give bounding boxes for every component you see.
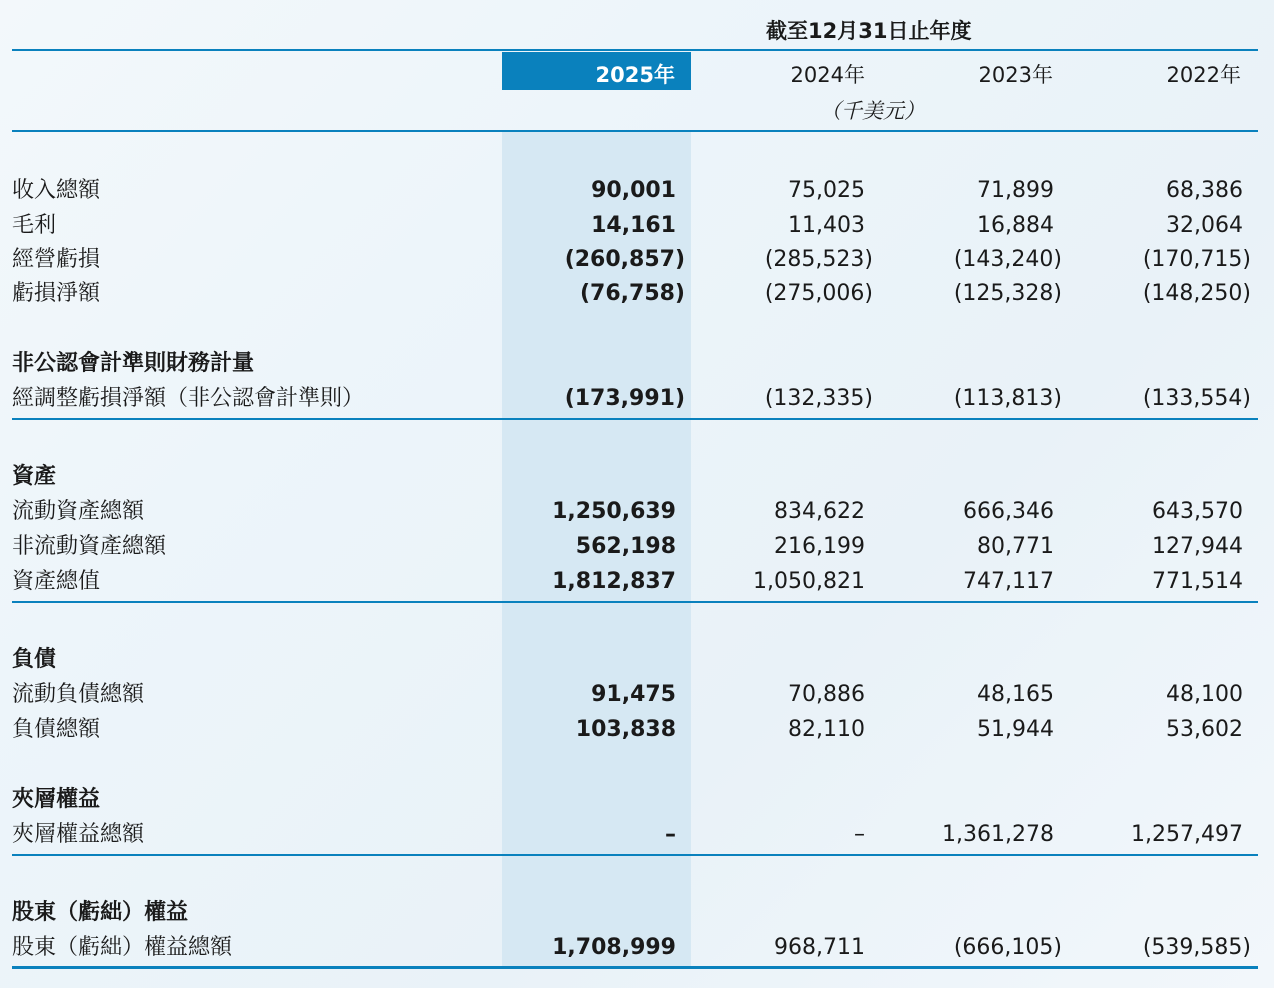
row-label-total-current-assets: 流動資產總額 <box>12 499 145 524</box>
row-label-total-non-current-assets: 非流動資產總額 <box>12 534 167 559</box>
cell-total-assets-2024: 1,050,821 <box>753 569 865 594</box>
cell-total-mezzanine-equity-2022: 1,257,497 <box>1131 822 1243 847</box>
cell-total-revenue-2024: 75,025 <box>788 178 865 203</box>
cell-total-revenue-2022: 68,386 <box>1166 178 1243 203</box>
cell-net-loss-2022: (148,250) <box>1142 281 1251 306</box>
cell-net-loss-2024: (275,006) <box>764 281 873 306</box>
cell-gross-profit-2023: 16,884 <box>977 213 1054 238</box>
cell-total-assets-2023: 747,117 <box>963 569 1054 594</box>
cell-adjusted-net-loss-2025: (173,991) <box>564 386 685 411</box>
cell-total-non-current-assets-2023: 80,771 <box>977 534 1054 559</box>
row-label-operating-loss: 經營虧損 <box>12 247 101 272</box>
cell-net-loss-2023: (125,328) <box>953 281 1062 306</box>
row-label-adjusted-net-loss: 經調整虧損淨額（非公認會計準則） <box>12 386 365 411</box>
cell-operating-loss-2025: (260,857) <box>564 247 685 272</box>
cell-net-loss-2025: (76,758) <box>579 281 685 306</box>
cell-total-liabilities-2025: 103,838 <box>575 717 676 742</box>
row-label-total-revenue: 收入總額 <box>12 178 101 203</box>
divider-income-section <box>12 418 1258 420</box>
cell-adjusted-net-loss-2024: (132,335) <box>764 386 873 411</box>
cell-gross-profit-2024: 11,403 <box>788 213 865 238</box>
cell-operating-loss-2024: (285,523) <box>764 247 873 272</box>
divider-assets-section <box>12 601 1258 603</box>
cell-total-assets-2022: 771,514 <box>1152 569 1243 594</box>
cell-total-assets-2025: 1,812,837 <box>552 569 676 594</box>
cell-total-current-assets-2022: 643,570 <box>1152 499 1243 524</box>
row-label-total-assets: 資產總值 <box>12 569 101 594</box>
row-label-gross-profit: 毛利 <box>12 213 57 238</box>
cell-total-current-liabilities-2023: 48,165 <box>977 682 1054 707</box>
cell-total-current-assets-2023: 666,346 <box>963 499 1054 524</box>
cell-total-mezzanine-equity-2024: – <box>854 822 865 847</box>
cell-total-current-liabilities-2022: 48,100 <box>1166 682 1243 707</box>
cell-total-equity-2024: 968,711 <box>774 935 865 960</box>
cell-total-equity-2023: (666,105) <box>953 935 1062 960</box>
section-heading-non-gaap: 非公認會計準則財務計量 <box>12 351 255 376</box>
year-header-2025: 2025年 <box>595 63 675 87</box>
row-label-total-current-liabilities: 流動負債總額 <box>12 682 145 707</box>
cell-adjusted-net-loss-2023: (113,813) <box>953 386 1062 411</box>
cell-total-mezzanine-equity-2025: – <box>665 822 676 847</box>
section-heading-liabilities: 負債 <box>12 647 57 672</box>
cell-gross-profit-2022: 32,064 <box>1166 213 1243 238</box>
cell-total-liabilities-2024: 82,110 <box>788 717 865 742</box>
divider-top <box>12 49 1258 51</box>
cell-operating-loss-2022: (170,715) <box>1142 247 1251 272</box>
cell-total-non-current-assets-2025: 562,198 <box>575 534 676 559</box>
cell-total-equity-2022: (539,585) <box>1142 935 1251 960</box>
cell-gross-profit-2025: 14,161 <box>591 213 676 238</box>
divider-mezzanine-section <box>12 854 1258 856</box>
divider-header <box>12 130 1258 132</box>
cell-adjusted-net-loss-2022: (133,554) <box>1142 386 1251 411</box>
cell-total-revenue-2025: 90,001 <box>591 178 676 203</box>
unit-label: （千美元） <box>820 99 925 123</box>
row-label-total-equity: 股東（虧絀）權益總額 <box>12 935 233 960</box>
row-label-net-loss: 虧損淨額 <box>12 281 101 306</box>
year-header-2022: 2022年 <box>1166 63 1241 87</box>
year-header-2023: 2023年 <box>978 63 1053 87</box>
cell-total-current-liabilities-2024: 70,886 <box>788 682 865 707</box>
cell-total-liabilities-2022: 53,602 <box>1166 717 1243 742</box>
year-header-2024: 2024年 <box>790 63 865 87</box>
period-caption: 截至12月31日止年度 <box>766 19 972 43</box>
cell-total-non-current-assets-2024: 216,199 <box>774 534 865 559</box>
cell-total-liabilities-2023: 51,944 <box>977 717 1054 742</box>
cell-total-non-current-assets-2022: 127,944 <box>1152 534 1243 559</box>
row-label-total-liabilities: 負債總額 <box>12 717 101 742</box>
section-heading-equity: 股東（虧絀）權益 <box>12 900 189 925</box>
section-heading-assets: 資產 <box>12 464 57 489</box>
cell-total-equity-2025: 1,708,999 <box>552 935 676 960</box>
row-label-total-mezzanine-equity: 夾層權益總額 <box>12 822 145 847</box>
cell-total-current-liabilities-2025: 91,475 <box>591 682 676 707</box>
divider-bottom <box>12 966 1258 969</box>
cell-total-revenue-2023: 71,899 <box>977 178 1054 203</box>
cell-total-mezzanine-equity-2023: 1,361,278 <box>942 822 1054 847</box>
cell-operating-loss-2023: (143,240) <box>953 247 1062 272</box>
cell-total-current-assets-2025: 1,250,639 <box>552 499 676 524</box>
cell-total-current-assets-2024: 834,622 <box>774 499 865 524</box>
section-heading-mezzanine: 夾層權益 <box>12 787 101 812</box>
